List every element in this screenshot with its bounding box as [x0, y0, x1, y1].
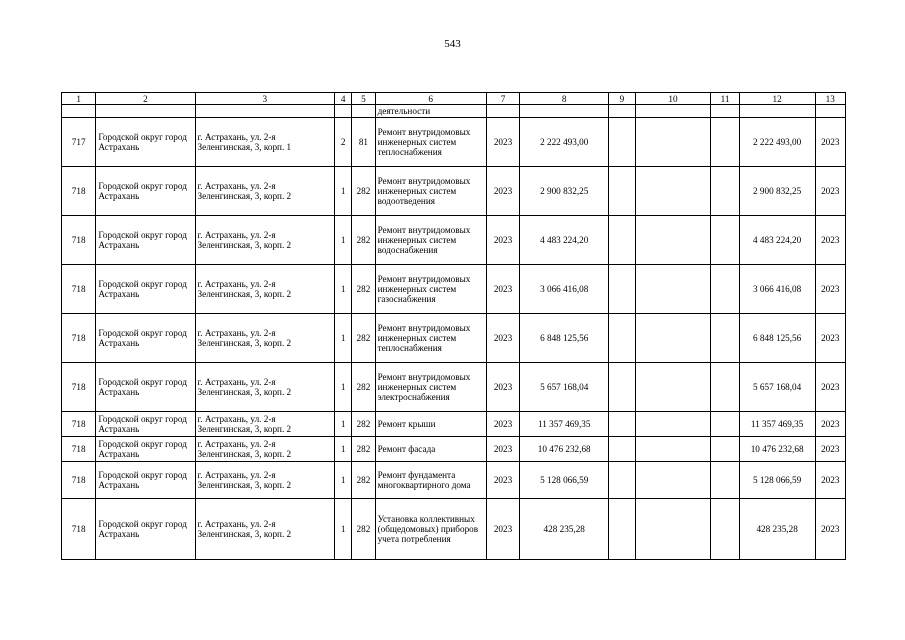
column-header: 10 [635, 93, 711, 105]
end-year-cell: 2023 [815, 437, 845, 462]
total-cell: 11 357 469,35 [739, 412, 815, 437]
col11-cell [711, 265, 739, 314]
end-year-cell: 2023 [815, 412, 845, 437]
row-number-cell: 718 [62, 216, 96, 265]
address-cell: г. Астрахань, ул. 2-я Зеленгинская, 3, корп. 2 [195, 314, 335, 363]
address-cell: г. Астрахань, ул. 2-я Зеленгинская, 3, корп. 2 [195, 412, 335, 437]
column-header: 9 [609, 93, 635, 105]
row-number-cell: 718 [62, 499, 96, 560]
col9-cell [609, 499, 635, 560]
cost-cell: 5 128 066,59 [520, 462, 609, 499]
work-type-cell: Ремонт фундамента многоквартирного дома [375, 462, 486, 499]
column-header: 13 [815, 93, 845, 105]
column-header: 3 [195, 93, 335, 105]
col11-cell [711, 216, 739, 265]
col4-cell: 2 [335, 118, 352, 167]
address-cell: г. Астрахань, ул. 2-я Зеленгинская, 3, корп. 2 [195, 167, 335, 216]
col10-cell [635, 314, 711, 363]
col10-cell [635, 363, 711, 412]
table-row [62, 118, 846, 167]
col9-cell [609, 167, 635, 216]
work-type-cell: Ремонт внутридомовых инженерных систем теплоснабжения [375, 118, 486, 167]
municipality-cell: Городской округ город Астрахань [96, 314, 195, 363]
column-header: 1 [62, 93, 96, 105]
work-type-cell: Ремонт внутридомовых инженерных систем водоотведения [375, 167, 486, 216]
column-header: 2 [96, 93, 195, 105]
year-cell: 2023 [486, 499, 519, 560]
col9-cell [609, 265, 635, 314]
year-cell: 2023 [486, 412, 519, 437]
address-cell: г. Астрахань, ул. 2-я Зеленгинская, 3, корп. 2 [195, 265, 335, 314]
municipality-cell: Городской округ город Астрахань [96, 167, 195, 216]
total-cell: 6 848 125,56 [739, 314, 815, 363]
col4-cell: 1 [335, 462, 352, 499]
year-cell: 2023 [486, 118, 519, 167]
municipality-cell: Городской округ город Астрахань [96, 437, 195, 462]
end-year-cell: 2023 [815, 265, 845, 314]
col10-cell [635, 437, 711, 462]
col11-cell [711, 363, 739, 412]
col10-cell [635, 167, 711, 216]
col11-cell [711, 118, 739, 167]
column-header: 4 [335, 93, 352, 105]
col11-cell [711, 437, 739, 462]
col5-cell: 282 [352, 462, 375, 499]
column-number-row [62, 93, 846, 105]
total-cell: 2 900 832,25 [739, 167, 815, 216]
cost-cell: 2 222 493,00 [520, 118, 609, 167]
end-year-cell: 2023 [815, 216, 845, 265]
continuation-row [62, 105, 846, 118]
table-row [62, 437, 846, 462]
total-cell: 4 483 224,20 [739, 216, 815, 265]
row-number-cell: 717 [62, 118, 96, 167]
col4-cell: 1 [335, 499, 352, 560]
row-number-cell: 718 [62, 265, 96, 314]
col10-cell [635, 265, 711, 314]
year-cell: 2023 [486, 216, 519, 265]
col5-cell: 81 [352, 118, 375, 167]
work-type-cell: Установка коллективных (общедомовых) приборов учета потребления [375, 499, 486, 560]
table-row [62, 265, 846, 314]
municipality-cell: Городской округ город Астрахань [96, 499, 195, 560]
col5-cell: 282 [352, 437, 375, 462]
col5-cell: 282 [352, 167, 375, 216]
end-year-cell: 2023 [815, 462, 845, 499]
total-cell: 5 657 168,04 [739, 363, 815, 412]
end-year-cell: 2023 [815, 118, 845, 167]
column-header: 8 [520, 93, 609, 105]
address-cell: г. Астрахань, ул. 2-я Зеленгинская, 3, корп. 2 [195, 363, 335, 412]
col9-cell [609, 412, 635, 437]
municipality-cell: Городской округ город Астрахань [96, 216, 195, 265]
col10-cell [635, 499, 711, 560]
col10-cell [635, 412, 711, 437]
row-number-cell: 718 [62, 412, 96, 437]
cost-cell: 4 483 224,20 [520, 216, 609, 265]
total-cell: 3 066 416,08 [739, 265, 815, 314]
col11-cell [711, 412, 739, 437]
col4-cell: 1 [335, 265, 352, 314]
capital-repair-table [61, 92, 846, 560]
row-number-cell: 718 [62, 437, 96, 462]
work-type-cell: Ремонт фасада [375, 437, 486, 462]
municipality-cell: Городской округ город Астрахань [96, 412, 195, 437]
col4-cell: 1 [335, 437, 352, 462]
municipality-cell: Городской округ город Астрахань [96, 118, 195, 167]
work-type-cell: Ремонт внутридомовых инженерных систем водоснабжения [375, 216, 486, 265]
column-header: 7 [486, 93, 519, 105]
col9-cell [609, 462, 635, 499]
year-cell: 2023 [486, 265, 519, 314]
cost-cell: 6 848 125,56 [520, 314, 609, 363]
col10-cell [635, 216, 711, 265]
col9-cell [609, 314, 635, 363]
col11-cell [711, 314, 739, 363]
address-cell: г. Астрахань, ул. 2-я Зеленгинская, 3, корп. 2 [195, 437, 335, 462]
end-year-cell: 2023 [815, 363, 845, 412]
col5-cell: 282 [352, 265, 375, 314]
col5-cell: 282 [352, 412, 375, 437]
table-row [62, 314, 846, 363]
column-header: 5 [352, 93, 375, 105]
col9-cell [609, 437, 635, 462]
cost-cell: 428 235,28 [520, 499, 609, 560]
table-row [62, 412, 846, 437]
column-header: 11 [711, 93, 739, 105]
table-row [62, 167, 846, 216]
col4-cell: 1 [335, 216, 352, 265]
col11-cell [711, 462, 739, 499]
col11-cell [711, 499, 739, 560]
cost-cell: 2 900 832,25 [520, 167, 609, 216]
municipality-cell: Городской округ город Астрахань [96, 265, 195, 314]
col10-cell [635, 118, 711, 167]
col9-cell [609, 363, 635, 412]
year-cell: 2023 [486, 462, 519, 499]
cost-cell: 10 476 232,68 [520, 437, 609, 462]
municipality-cell: Городской округ город Астрахань [96, 363, 195, 412]
col9-cell [609, 216, 635, 265]
col5-cell: 282 [352, 499, 375, 560]
table-row [62, 499, 846, 560]
work-type-cell: Ремонт внутридомовых инженерных систем газоснабжения [375, 265, 486, 314]
table-row [62, 363, 846, 412]
total-cell: 10 476 232,68 [739, 437, 815, 462]
address-cell: г. Астрахань, ул. 2-я Зеленгинская, 3, корп. 2 [195, 462, 335, 499]
cost-cell: 11 357 469,35 [520, 412, 609, 437]
table-row [62, 462, 846, 499]
address-cell: г. Астрахань, ул. 2-я Зеленгинская, 3, корп. 1 [195, 118, 335, 167]
total-cell: 428 235,28 [739, 499, 815, 560]
row-number-cell: 718 [62, 462, 96, 499]
row-number-cell: 718 [62, 314, 96, 363]
address-cell: г. Астрахань, ул. 2-я Зеленгинская, 3, корп. 2 [195, 499, 335, 560]
table-row [62, 216, 846, 265]
year-cell: 2023 [486, 314, 519, 363]
cost-cell: 3 066 416,08 [520, 265, 609, 314]
year-cell: 2023 [486, 167, 519, 216]
col4-cell: 1 [335, 314, 352, 363]
col4-cell: 1 [335, 412, 352, 437]
row-number-cell: 718 [62, 363, 96, 412]
work-type-cell: Ремонт крыши [375, 412, 486, 437]
page-number: 543 [444, 38, 461, 50]
address-cell: г. Астрахань, ул. 2-я Зеленгинская, 3, корп. 2 [195, 216, 335, 265]
col5-cell: 282 [352, 216, 375, 265]
end-year-cell: 2023 [815, 499, 845, 560]
column-header: 6 [375, 93, 486, 105]
col10-cell [635, 462, 711, 499]
work-type-cell: Ремонт внутридомовых инженерных систем теплоснабжения [375, 314, 486, 363]
end-year-cell: 2023 [815, 167, 845, 216]
row-number-cell: 718 [62, 167, 96, 216]
col4-cell: 1 [335, 167, 352, 216]
year-cell: 2023 [486, 363, 519, 412]
col11-cell [711, 167, 739, 216]
col5-cell: 282 [352, 363, 375, 412]
total-cell: 2 222 493,00 [739, 118, 815, 167]
work-type-cell: Ремонт внутридомовых инженерных систем электроснабжения [375, 363, 486, 412]
municipality-cell: Городской округ город Астрахань [96, 462, 195, 499]
col9-cell [609, 118, 635, 167]
total-cell: 5 128 066,59 [739, 462, 815, 499]
col4-cell: 1 [335, 363, 352, 412]
cost-cell: 5 657 168,04 [520, 363, 609, 412]
work-type-cell: деятельности [375, 105, 486, 118]
end-year-cell: 2023 [815, 314, 845, 363]
year-cell: 2023 [486, 437, 519, 462]
column-header: 12 [739, 93, 815, 105]
col5-cell: 282 [352, 314, 375, 363]
